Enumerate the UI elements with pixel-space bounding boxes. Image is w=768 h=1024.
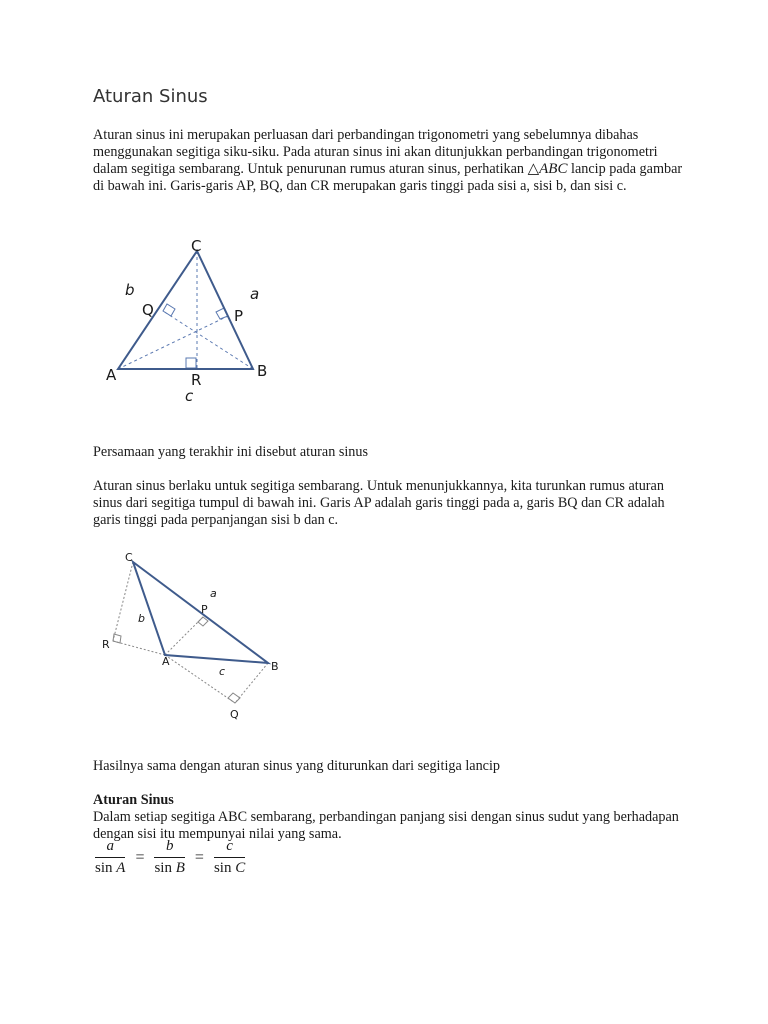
label-side-c: c [185, 387, 194, 405]
sin-fn: sin [213, 860, 232, 876]
angle-a: A [116, 860, 126, 876]
acute-triangle-figure [93, 232, 293, 412]
right-angle-q [228, 693, 240, 703]
intro-paragraph [93, 127, 683, 195]
paragraph-result: Hasilnya sama dengan aturan sinus yang diturunkan dari segitiga lancip [93, 758, 500, 774]
label-c-vertex: C [191, 237, 202, 255]
fraction-a-over-sin-a [95, 838, 125, 877]
sine-rule-formula [93, 838, 247, 877]
numerator-b: b [165, 838, 174, 854]
label-q-point: Q [230, 708, 239, 721]
numerator-a: a [106, 838, 114, 854]
label-side-c: c [219, 665, 226, 678]
intro-text-before: Aturan sinus ini merupakan perluasan dari perbandingan trigonometri yang sebelumnya dibahas menggunakan segitiga siku-siku. Pada aturan sinus ini akan ditunjukkan perbandingan trigonometri dalam segitiga sembarang. Untuk penurunan rumus aturan sinus, perhatikan [93, 127, 658, 177]
page-title: Aturan Sinus [93, 86, 208, 107]
right-angle-r [113, 634, 121, 643]
label-b-vertex: B [271, 660, 279, 673]
label-side-a: a [210, 587, 217, 600]
label-c-vertex: C [125, 551, 133, 564]
label-side-b: b [138, 612, 145, 625]
triangle-abc [118, 251, 253, 369]
denominator-sin-a [95, 858, 125, 877]
rule-heading: Aturan Sinus [93, 792, 174, 808]
angle-c: C [235, 860, 246, 876]
obtuse-triangle-figure [93, 545, 293, 725]
extension-c [113, 641, 165, 655]
label-a-vertex: A [106, 366, 117, 384]
numerator-c: c [226, 838, 233, 854]
right-angle-r [186, 358, 196, 368]
intro-text-after: lancip pada gambar di bawah ini. Garis-garis AP, BQ, dan CR merupakan garis tinggi pada sisi a, sisi b, dan sisi c. [93, 161, 683, 194]
label-p-point: P [201, 603, 208, 616]
label-r-point: R [191, 371, 202, 389]
angle-b: B [175, 860, 185, 876]
label-b-vertex: B [257, 362, 268, 380]
label-a-vertex: A [162, 655, 170, 668]
paragraph-sine-rule-named: Persamaan yang terakhir ini disebut aturan sinus [93, 444, 369, 460]
right-angle-q [163, 304, 175, 316]
denominator-sin-c [214, 858, 245, 877]
equals-sign: = [194, 848, 204, 866]
triangle-symbol: △ [527, 161, 540, 177]
label-p-point: P [234, 307, 244, 325]
paragraph-obtuse-intro: Aturan sinus berlaku untuk segitiga sembarang. Untuk menunjukkannya, kita turunkan rumus aturan sinus dari segitiga tumpul di bawah ini. Garis AP adalah garis tinggi pada a, garis BQ dan CR adalah garis tinggi pada perpanjangan sisi b dan c. [93, 478, 665, 528]
rule-text: Dalam setiap segitiga ABC sembarang, perbandingan panjang sisi dengan sinus sudut yang berhadapan dengan sisi itu mempunyai nilai yang sama. [93, 809, 679, 842]
altitude-ap [165, 617, 203, 655]
equals-sign: = [135, 848, 145, 866]
label-r-point: R [102, 638, 110, 651]
label-q-point: Q [142, 301, 154, 319]
altitude-cr [113, 562, 133, 641]
sin-fn: sin [95, 860, 113, 876]
fraction-b-over-sin-b [154, 838, 184, 877]
right-angle-p [198, 617, 208, 626]
extension-b [165, 655, 235, 703]
label-side-a: a [250, 285, 260, 303]
triangle-name: ABC [539, 161, 568, 177]
sin-fn: sin [154, 860, 172, 876]
fraction-c-over-sin-c [214, 838, 245, 877]
label-side-b: b [125, 281, 135, 299]
denominator-sin-b [154, 858, 184, 877]
altitude-bq [235, 663, 268, 703]
